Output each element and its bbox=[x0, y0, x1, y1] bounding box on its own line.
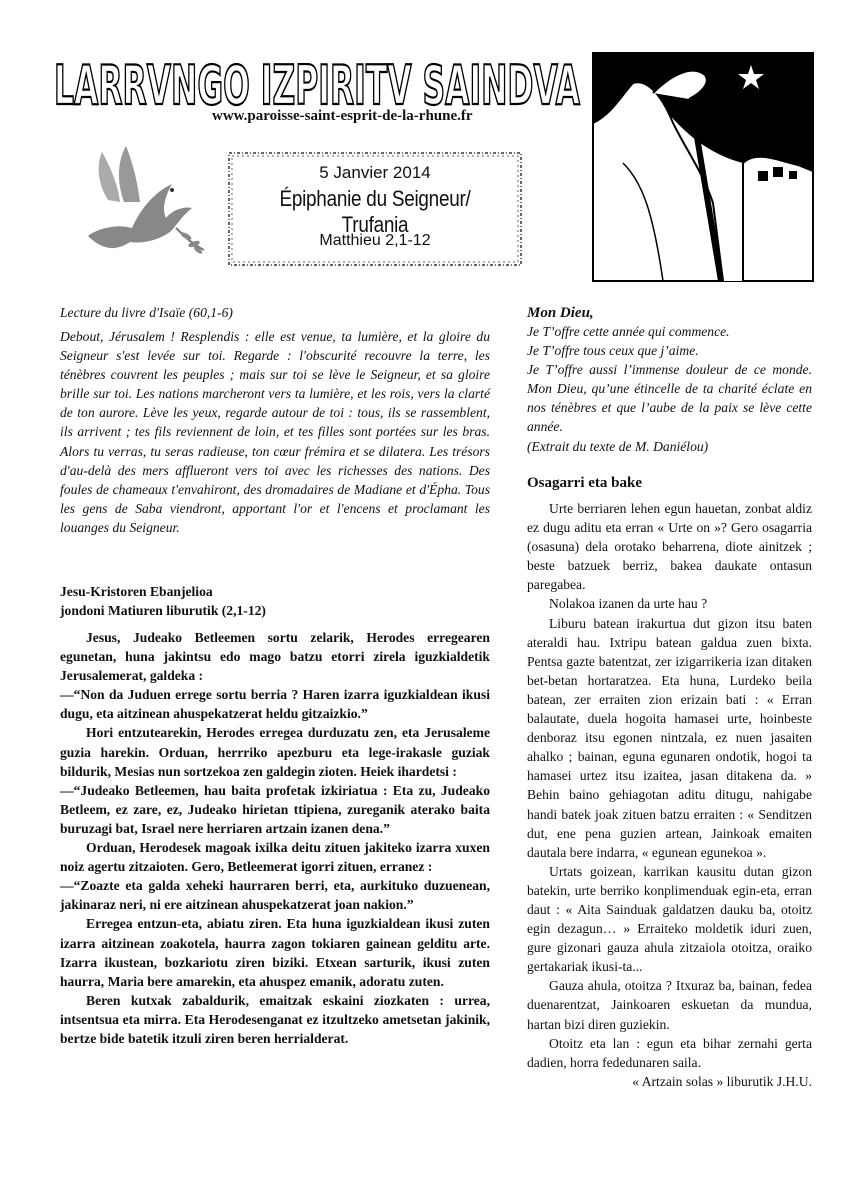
gospel-text bbox=[60, 628, 490, 1048]
magus-star-illustration bbox=[592, 52, 814, 282]
prayer-source: (Extrait du texte de M. Daniélou) bbox=[527, 438, 709, 454]
reading-title: Lecture du livre d'Isaïe (60,1-6) bbox=[60, 305, 233, 320]
gospel-paragraph: Orduan, Herodesek magoak ixilka deitu zituen jakiteko izarra xuxen noiz agertu zitzaioten. Gero, Betleemerat igorri zituen, erranez : bbox=[60, 840, 490, 875]
article-paragraph: Urtats goizean, karrikan kausitu dutan gizon batekin, urte berriko konplimenduak egin-eta, erran daut : « Aita Sainduak galdatzen dauku ba, otoitz egin dezagun… » Erraiteko moldetik iduri zuen, gure gizonari gauza ahula zitzaiola otoitza, oraiko gertakariak ikusi-ta... bbox=[527, 863, 812, 975]
gospel-paragraph: Jesus, Judeako Betleemen sortu zelarik, Herodes erregearen egunetan, huna jakintsu edo mago batzu etorri zirela iguzkialdetik Jerusalemerat, galdeka : bbox=[60, 630, 490, 684]
gospel-paragraph: —“Non da Juduen errege sortu berria ? Haren izarra iguzkialdean ikusi dugu, eta aitzinean ahuspekatzerat heldu gitzaizkio.” bbox=[60, 687, 490, 722]
reading-text: Debout, Jérusalem ! Resplendis : elle est venue, ta lumière, et la gloire du Seigneur s'est levée sur toi. Regarde : l'obscurité recouvre la terre, les ténèbres couvrent les peuples ; mais sur toi se lève le Seigneur, et sa gloire brille sur toi. Les nations marcheront vers ta lumière, et les rois, vers la clarté de ton aurore. Lève les yeux, regarde autour de toi : tous, ils se rassemblent, ils arrivent ; tes fils reviennent de loin, et tes filles sont portées sur les bras. Alors tu verras, tu seras radieuse, ton cœur frémira et se dilatera. Les trésors d'au-delà des mers afflueront vers toi avec les richesses des nations. Des foules de chameaux t'envahiront, des dromadaires de Madiane et d'Épha. Tous les gens de Saba viendront, apportant l'or et l'encens et proclamant les louanges du Seigneur. bbox=[60, 329, 490, 535]
gospel-heading bbox=[60, 582, 490, 620]
article-text bbox=[527, 499, 812, 1091]
prayer-text bbox=[527, 322, 812, 456]
article-paragraph: Gauza ahula, otoitza ? Itxuraz ba, bainan, fedea duenarentzat, Jainkoaren eskuetan da mundua, hartan bizi diren guziekin. bbox=[527, 978, 812, 1032]
masthead-title: LARRVNGO IZPIRITV SAINDVA bbox=[54, 54, 581, 117]
article-paragraph: Urte berriaren lehen egun hauetan, zonbat aldiz ez dugu aditu eta erran « Urte on »? Gero osagarria (osasuna) dela orotako beharrena, diote ainitzek ; beste batzuek berriz, bakea daukate ontasun paregabea. bbox=[527, 501, 812, 593]
article-paragraph: Nolakoa izanen da urte hau ? bbox=[549, 596, 708, 612]
gospel-reference: Matthieu 2,1-12 bbox=[319, 232, 431, 249]
article-title: Osagarri eta bake bbox=[527, 475, 642, 491]
gospel-paragraph: Hori entzutearekin, Herodes erregea durduzatu zen, eta Jerusaleme guzia harekin. Orduan, herrriko apezburu eta lege-irakasle guziak bildurik, Mesias nun sortzekoa zen galdegin zioten. Heiek ihardetsi : bbox=[60, 725, 490, 779]
gospel-paragraph: Erregea entzun-eta, abiatu ziren. Eta huna iguzkialdean ikusi zuten izarra aitzinean zoakotela, haurra zagon tokiaren gainean gelditu arte. Izarra ikustean, bozkariotu ziren biziki. Etxean sarturik, ikusi zuten haurra, Maria bere amarekin, eta ahuspez emanik, adoratu zuten. bbox=[60, 916, 490, 989]
prayer-line: Je T’offre tous ceux que j’aime. bbox=[527, 343, 699, 359]
gospel-title: Jesu-Kristoren Ebanjelioa bbox=[60, 584, 213, 599]
article-paragraph: Otoitz eta lan : egun eta bihar zernahi gerta dadien, horra fededunaren saila. bbox=[527, 1035, 812, 1070]
prayer-line: Je T’offre aussi l’immense douleur de ce monde. Mon Dieu, qu’une étincelle de ta charité éclate en nos ténèbres et que l’aube de la paix se lève cette année. bbox=[527, 362, 812, 435]
dove-icon bbox=[68, 140, 208, 265]
gospel-subtitle: jondoni Matiuren liburutik (2,1-12) bbox=[60, 603, 266, 618]
gospel-paragraph: —“Zoazte eta galda xeheki haurraren berri, eta, aurkituko duzuenean, jakinaraz neri, ni ere aitzinean ahuspekatzerat joan nakion.” bbox=[60, 878, 490, 913]
issue-date: 5 Janvier 2014 bbox=[319, 163, 431, 182]
prayer-line: Je T’offre cette année qui commence. bbox=[527, 324, 730, 339]
gospel-paragraph: Beren kutxak zabaldurik, emaitzak eskaini ziozkaten : urrea, intsentsua eta mirra. Eta Herodesenganat ez itzultzeko ametsetan jakinik, bertze bide batetik itzuli ziren beren herrialderat. bbox=[60, 992, 490, 1046]
prayer-title: Mon Dieu, bbox=[527, 305, 594, 321]
feast-title: Épiphanie du Seigneur/ Trufania bbox=[279, 186, 471, 237]
article-paragraph: Liburu batean irakurtua dut gizon itsu baten ateraldi hau. Ixtripu batean galdua zuen bixta. Pentsa gazte batentzat, zer izigarrikeria izan ditaken bet-betan hortaratzea. Eta huna, Lurdeko beila batean, zer erraiten zion erizain bati : « Erran balautate, duela hogoita hamasei urte, hoinbeste denboraz itsu egonen nintzala, ez nuen jasaiten ahalko ; bainan, eguna egunaren ondotik, hogoi ta hamasei urtez itsu izaitea, jasan ditakena da. » Behin baino gehiagotan aditu ditugu, nahigabe handi batek joak zituen batzu erraiten : « Senditzen dut, ene pena guzien artean, Jainkoak emaiten dautala bere indarra, « egunean egunekoa ». bbox=[527, 615, 812, 860]
parish-website[interactable]: www.paroisse-saint-esprit-de-la-rhune.fr bbox=[212, 108, 473, 124]
article-signature: « Artzain solas » liburutik J.H.U. bbox=[632, 1073, 812, 1089]
gospel-paragraph: —“Judeako Betleemen, hau baita profetak izkiriatua : Eta zu, Judeako Betleem, ez zare, ez, Judeako hirietan ttipiena, zureganik aterako baita buruzagi bat, Israel nere herriaren artzain izanen dena.” bbox=[60, 782, 490, 836]
